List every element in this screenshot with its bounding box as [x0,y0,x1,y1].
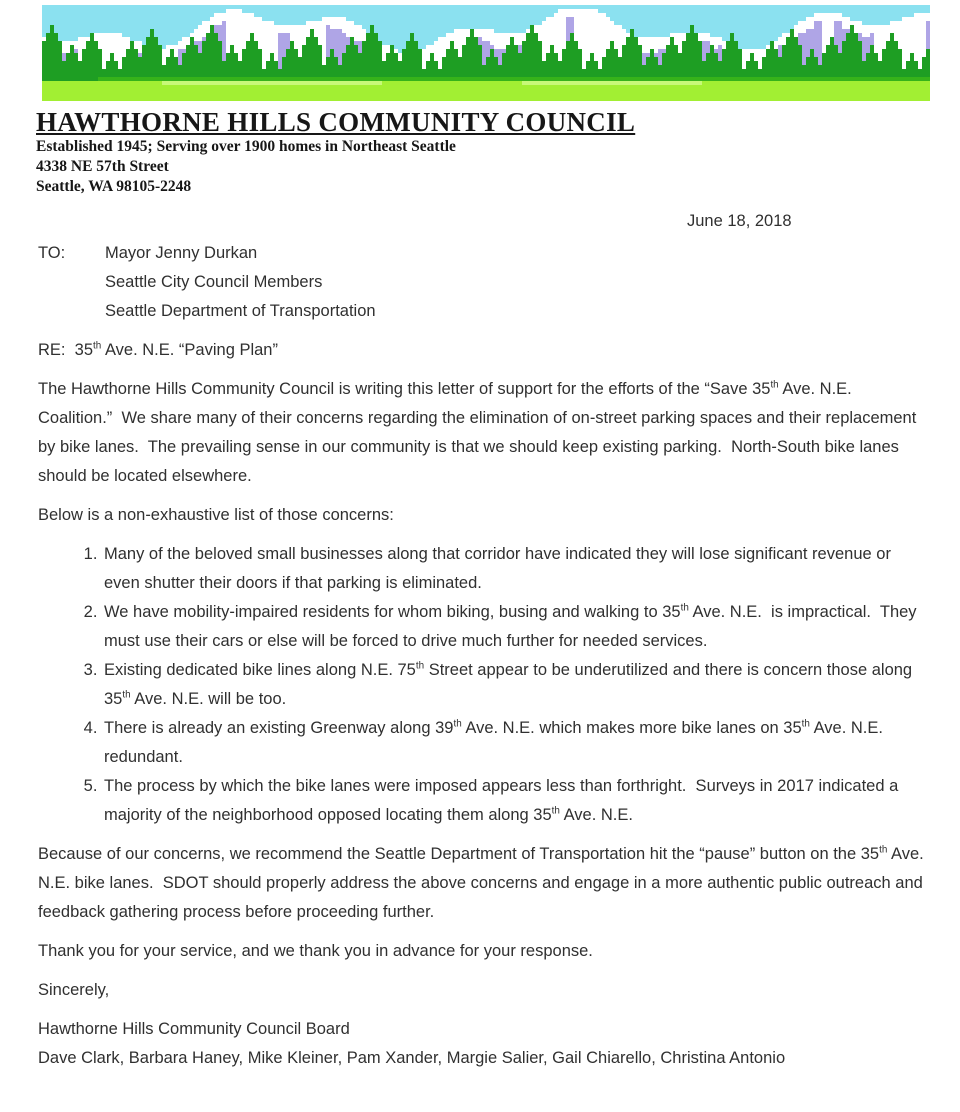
concern-item-3: 3. Existing dedicated bike lines along N.E. 75th Street appear to be underutilized and there is concern those along 35th Ave. N.E. will be too. [102,656,930,714]
concern-item-5: 5. The process by which the bike lanes were imposed appears less than forthright. Surveys in 2017 indicated a majority of the neighborhood opposed locating them along 35th Ave. N.E. [102,772,930,830]
banner-image [42,5,930,101]
concern-item-4: 4. There is already an existing Greenway along 39th Ave. N.E. which makes more bike lanes on 35th Ave. N.E. redundant. [102,714,930,772]
recipient-mayor: Mayor Jenny Durkan [105,244,258,262]
paragraph-support: The Hawthorne Hills Community Council is writing this letter of support for the efforts of the “Save 35th Ave. N.E. Coalition.” We share many of their concerns regarding the elimination of on-street parking spaces and their replacement by bike lanes. The prevailing sense in our community is that we should keep existing parking. North-South bike lanes should be located elsewhere. [38,379,921,485]
recipient-council: Seattle City Council Members [105,273,323,291]
list-intro: Below is a non-exhaustive list of those concerns: [38,506,394,524]
signature-block [38,1015,930,1073]
org-address-street: 4338 NE 57th Street [36,158,169,175]
org-tagline: Established 1945; Serving over 1900 homes in Northeast Seattle [36,138,456,155]
signature-names: Dave Clark, Barbara Haney, Mike Kleiner, Pam Xander, Margie Salier, Gail Chiarello, Christina Antonio [38,1049,786,1067]
to-label: TO: [38,244,66,262]
concern-item-1: 1. Many of the beloved small businesses along that corridor have indicated they will lose significant revenue or even shutter their doors if that parking is eliminated. [102,540,930,598]
closing: Sincerely, [38,981,110,999]
recipient-list [105,239,376,326]
letterhead [36,107,960,197]
signature-org: Hawthorne Hills Community Council Board [38,1020,350,1038]
org-address-city: Seattle, WA 98105-2248 [36,178,192,195]
re-line: RE: 35th Ave. N.E. “Paving Plan” [38,340,278,359]
org-name: HAWTHORNE HILLS COMMUNITY COUNCIL [36,107,636,137]
paragraph-recommendation: Because of our concerns, we recommend the Seattle Department of Transportation hit the “pause” button on the 35th Ave. N.E. bike lanes. SDOT should properly address the above concerns and engage in a more authentic public outreach and feedback gathering process before proceeding further. [38,844,929,921]
concern-item-2: 2. We have mobility-impaired residents for whom biking, busing and walking to 35th Ave. N.E. is impractical. They must use their cars or else will be forced to drive much further for needed services. [102,598,930,656]
recipient-sdot: Seattle Department of Transportation [105,302,376,320]
letter-body [0,207,960,1073]
paragraph-thanks: Thank you for your service, and we thank you in advance for your response. [38,942,593,960]
concerns-list [38,540,930,830]
letter-date: June 18, 2018 [687,212,792,230]
to-block [38,239,930,326]
